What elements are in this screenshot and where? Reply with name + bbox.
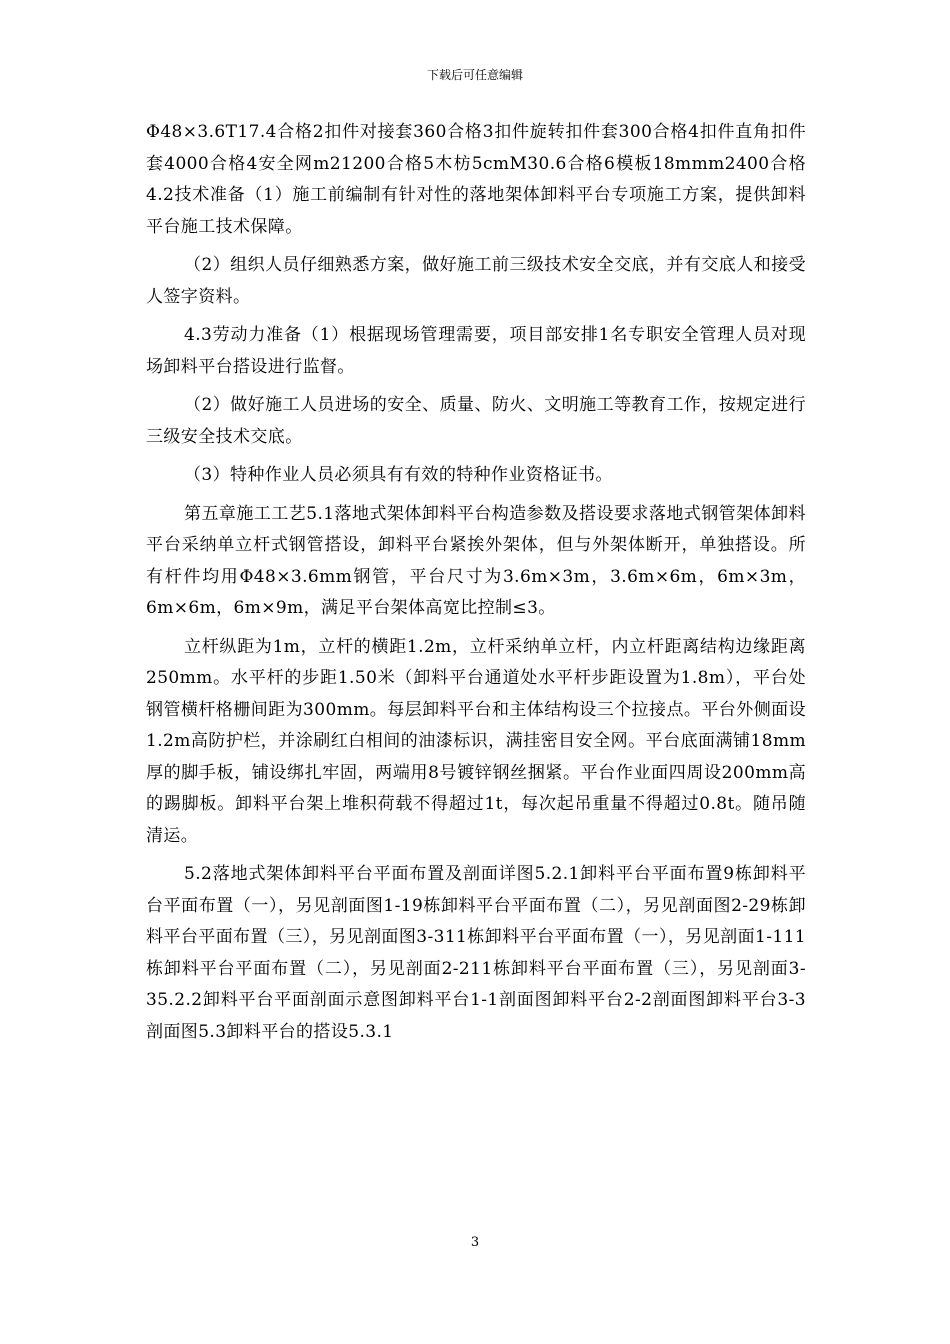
page-header: 下载后可任意编辑 <box>426 68 523 82</box>
paragraph-layout-section: 5.2落地式架体卸料平台平面布置及剖面详图5.2.1卸料平台平面布置9栋卸料平台平面布置（一），另见剖面图1-19栋卸料平台平面布置（二），另见剖面图2-29栋卸料平台平面布置（三），另见剖面图3-311栋卸料平台平面布置（一），另见剖面1-111栋卸料平台平面布置（二），另见剖面2-211栋卸料平台平面布置（三），另见剖面3-35.2.2卸料平台平面剖面示意图卸料平台1-1剖面图卸料平台2-2剖面图卸料平台3-3剖面图5.3卸料平台的搭设5.3.1 <box>146 864 806 1042</box>
document-body <box>146 117 806 1048</box>
page-number: 3 <box>470 1235 480 1250</box>
paragraph-labor-preparation: 4.3劳动力准备（1）根据现场管理需要，项目部安排1名专职安全管理人员对现场卸料平台搭设进行监督。 <box>146 325 806 377</box>
paragraph-safety-education: （2）做好施工人员进场的安全、质量、防火、文明施工等教育工作，按规定进行三级安全技术交底。 <box>146 395 806 447</box>
paragraph-chapter-five: 第五章施工工艺5.1落地式架体卸料平台构造参数及搭设要求落地式钢管架体卸料平台采纳单立杆式钢管搭设，卸料平台紧挨外架体，但与外架体断开，单独搭设。所有杆件均用Φ48×3.6mm钢管，平台尺寸为3.6m×3m，3.6m×6m，6m×3m，6m×6m，6m×9m，满足平台架体高宽比控制≤3。 <box>146 503 806 618</box>
paragraph-materials: Φ48×3.6T17.4合格2扣件对接套360合格3扣件旋转扣件套300合格4扣件直角扣件套4000合格4安全网m21200合格5木枋5cmM30.6合格6模板18mmm2400合格4.2技术准备（1）施工前编制有针对性的落地架体卸料平台专项施工方案，提供卸料平台施工技术保障。 <box>146 122 806 237</box>
paragraph-pole-spacing: 立杆纵距为1m，立杆的横距1.2m，立杆采纳单立杆，内立杆距离结构边缘距离250mm。水平杆的步距1.50米（卸料平台通道处水平杆步距设置为1.8m），平台处钢管横杆格栅间距为300mm。每层卸料平台和主体结构设三个拉接点。平台外侧面设1.2m高防护栏，并涂刷红白相间的油漆标识，满挂密目安全网。平台底面满铺18mm厚的脚手板，铺设绑扎牢固，两端用8号镀锌钢丝捆紧。平台作业面四周设200mm高的踢脚板。卸料平台架上堆积荷载不得超过1t，每次起吊重量不得超过0.8t。随吊随清运。 <box>146 636 806 846</box>
paragraph-special-certificates: （3）特种作业人员必须具有有效的特种作业资格证书。 <box>184 465 613 485</box>
paragraph-technical-briefing: （2）组织人员仔细熟悉方案，做好施工前三级技术安全交底，并有交底人和接受人签字资料。 <box>146 255 806 307</box>
